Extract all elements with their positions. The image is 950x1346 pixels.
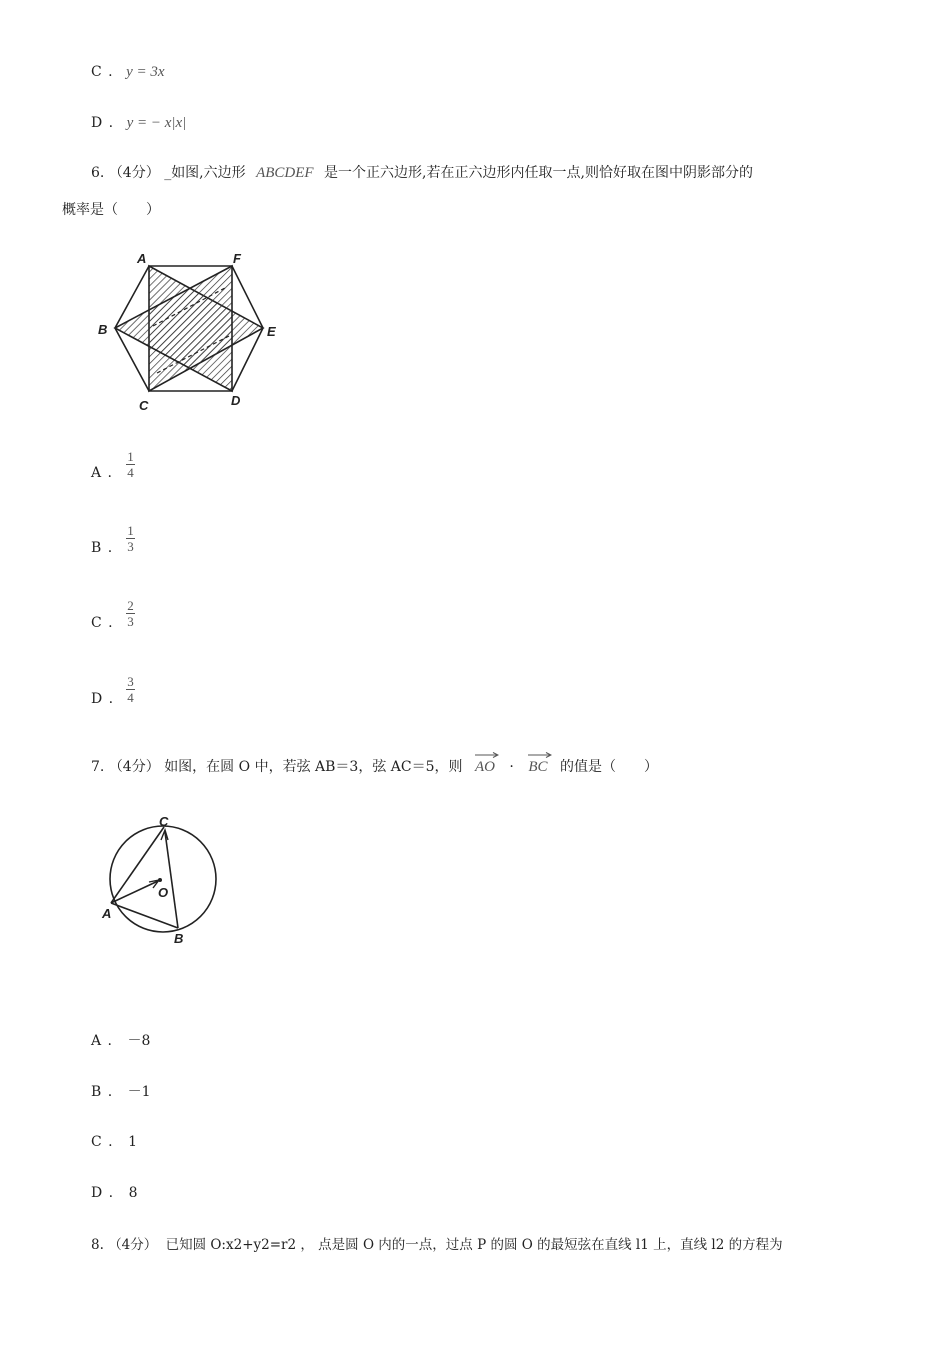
q7-option-b bbox=[91, 1082, 151, 1102]
option-value: －1 bbox=[127, 1084, 151, 1100]
question-prefix: _如图,六边形 bbox=[164, 165, 246, 181]
hexagon-star-diagram bbox=[95, 248, 295, 418]
q6-option-c bbox=[91, 613, 114, 633]
fraction-denominator: 4 bbox=[127, 465, 134, 480]
question-score: （4分） bbox=[108, 165, 160, 181]
q5-option-c bbox=[91, 62, 165, 82]
question-text: 是一个正六边形,若在正六边形内任取一点,则恰好取在图中阴影部分的 bbox=[324, 165, 753, 181]
question-number: 6. bbox=[91, 165, 105, 181]
fraction-denominator: 4 bbox=[127, 690, 134, 705]
question-text: 如图，在圆 O 中，若弦 AB＝3，弦 AC＝5，则 bbox=[164, 759, 463, 775]
vertex-label-e: E bbox=[267, 324, 276, 339]
question-text: 已知圆 O:x2+y2=r2 ， 点是圆 O 内的一点，过点 P 的圆 O 的最短弦在直线 l1 上，直线 l2 的方程为 bbox=[165, 1237, 783, 1253]
fraction-denominator: 3 bbox=[127, 614, 134, 629]
vertex-label-b: B bbox=[98, 322, 108, 337]
option-expression: y = − x|x| bbox=[126, 115, 187, 131]
point-label-c: C bbox=[159, 814, 169, 829]
option-label: C . bbox=[91, 1134, 114, 1150]
q7-option-a bbox=[91, 1031, 150, 1051]
vertex-label-f: F bbox=[233, 251, 241, 266]
fraction-numerator: 3 bbox=[127, 674, 134, 689]
vector-text: BC bbox=[528, 759, 548, 775]
point-label-b: B bbox=[174, 931, 184, 946]
vertex-label-c: C bbox=[139, 398, 149, 413]
fraction-denominator: 3 bbox=[127, 539, 134, 554]
option-label: A . bbox=[91, 465, 114, 481]
q7-option-c bbox=[91, 1132, 137, 1152]
question-text: 概率是（ ） bbox=[62, 202, 160, 218]
option-label: D . bbox=[91, 1185, 115, 1201]
arrowhead-c bbox=[161, 830, 168, 840]
chord-ab bbox=[111, 903, 178, 928]
question-text: 的值是（ ） bbox=[559, 759, 658, 775]
option-value: 1 bbox=[128, 1134, 137, 1150]
vector-bc bbox=[528, 755, 547, 777]
option-label: C . bbox=[91, 615, 114, 631]
option-expression: y = 3x bbox=[126, 64, 165, 80]
point-label-o: O bbox=[158, 885, 169, 900]
point-label-a: A bbox=[102, 906, 112, 921]
q6-option-a bbox=[91, 463, 113, 483]
question-number: 8. bbox=[91, 1237, 104, 1253]
option-value: －8 bbox=[127, 1033, 151, 1049]
q6-stem-line2 bbox=[62, 200, 160, 220]
option-label: B . bbox=[91, 1084, 114, 1100]
chord-ac bbox=[111, 827, 164, 903]
q6-hexagon-figure bbox=[95, 248, 295, 418]
option-label: B . bbox=[91, 540, 114, 556]
vertex-label-d: D bbox=[231, 393, 241, 408]
q6-option-b-fraction bbox=[126, 524, 135, 553]
question-score: （4分） bbox=[108, 1237, 158, 1253]
vector-bc-line bbox=[165, 832, 178, 928]
circle-triangle-diagram bbox=[98, 812, 228, 952]
q8-stem bbox=[91, 1235, 783, 1255]
dot-product-symbol: · bbox=[509, 759, 514, 775]
q6-option-c-fraction bbox=[126, 599, 135, 628]
option-label: D . bbox=[91, 115, 115, 131]
option-label: C . bbox=[91, 64, 114, 80]
q6-stem-line1 bbox=[91, 163, 753, 183]
q6-option-d-fraction bbox=[126, 675, 135, 704]
vector-arrow-icon bbox=[475, 752, 499, 758]
q6-option-d bbox=[91, 689, 114, 709]
q5-option-d bbox=[91, 113, 186, 133]
q7-option-d bbox=[91, 1183, 138, 1203]
vector-arrow-icon bbox=[528, 752, 552, 758]
q6-option-a-fraction bbox=[126, 450, 135, 479]
vector-ao bbox=[475, 755, 495, 777]
center-point-o bbox=[158, 878, 162, 882]
fraction-numerator: 2 bbox=[127, 598, 134, 613]
question-number: 7. bbox=[91, 759, 105, 775]
option-label: A . bbox=[91, 1033, 114, 1049]
fraction-numerator: 1 bbox=[127, 523, 134, 538]
option-label: D . bbox=[91, 691, 115, 707]
circle-o bbox=[110, 826, 216, 932]
q7-circle-figure bbox=[98, 812, 228, 952]
fraction-numerator: 1 bbox=[127, 449, 134, 464]
vertex-label-a: A bbox=[137, 251, 147, 266]
question-score: （4分） bbox=[108, 759, 160, 775]
vector-text: AO bbox=[474, 759, 495, 775]
q6-option-b bbox=[91, 538, 113, 558]
option-value: 8 bbox=[128, 1185, 138, 1201]
q7-stem bbox=[91, 755, 658, 777]
hexagon-name: ABCDEF bbox=[256, 165, 314, 181]
